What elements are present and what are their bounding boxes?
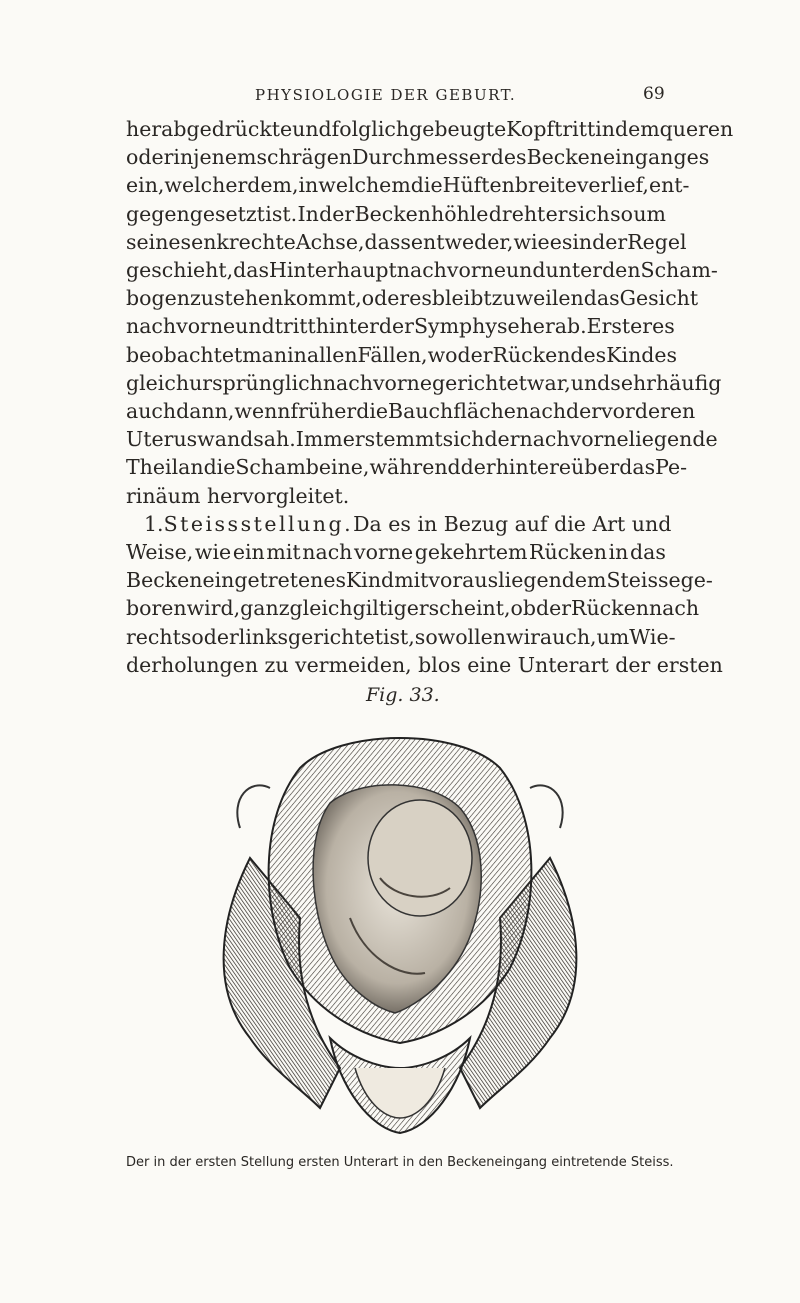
word: das	[583, 286, 620, 311]
word: gleich	[126, 370, 190, 395]
word: Hüftenbreite	[442, 173, 577, 198]
word: er	[545, 201, 568, 226]
word: vorne	[372, 370, 433, 395]
word: um	[596, 624, 630, 649]
word: ein	[232, 540, 265, 565]
word: und	[235, 314, 275, 339]
word: bleibt	[431, 286, 492, 311]
word: jenem	[193, 145, 257, 170]
word: man	[242, 342, 288, 367]
word: das	[630, 540, 666, 565]
word: hinter	[315, 314, 379, 339]
word: wo	[427, 342, 458, 367]
word: in	[572, 229, 593, 254]
word: Regel	[627, 229, 687, 254]
word: wie	[513, 229, 550, 254]
word: ist.	[265, 201, 298, 226]
word: um	[633, 201, 666, 226]
word: und	[570, 370, 611, 395]
word: früher	[290, 399, 357, 424]
word: den	[602, 258, 641, 283]
word: wird,	[186, 596, 241, 621]
word: während	[369, 455, 461, 480]
word: Rücken	[529, 540, 607, 565]
word: kommt,	[283, 286, 362, 311]
text-line: rinäum hervorgleitet.	[126, 483, 350, 508]
word: stemmt	[364, 427, 443, 452]
word: wollen	[437, 624, 507, 649]
word: mit	[394, 568, 429, 593]
word: Kopf	[506, 117, 555, 141]
word: welcher	[164, 173, 248, 198]
word: in	[173, 145, 194, 170]
word: geschieht,	[126, 258, 234, 283]
word: sehr	[610, 370, 656, 395]
word: über	[571, 455, 620, 480]
text-line	[126, 256, 718, 284]
word: Kindes	[606, 342, 678, 367]
word: die	[203, 455, 236, 480]
word: dem,	[247, 173, 299, 198]
word: ist,	[382, 624, 415, 649]
word: sah.	[253, 427, 296, 452]
word: oder	[126, 145, 174, 170]
word: Rücken	[492, 342, 571, 367]
word: in	[298, 173, 319, 198]
word: dreht	[488, 201, 546, 226]
word: herabgedrückte	[126, 117, 293, 141]
word: ge-	[680, 568, 713, 593]
word: gekehrtem	[414, 540, 528, 565]
word: folglich	[331, 117, 410, 141]
word: Fällen,	[357, 342, 428, 367]
word: tritt	[274, 314, 316, 339]
word: welchem	[318, 173, 411, 198]
word: boren	[126, 596, 187, 621]
word: wie	[194, 540, 232, 565]
word: Steisse	[606, 568, 681, 593]
word: Immer	[295, 427, 365, 452]
word: Gesicht	[619, 286, 699, 311]
word: Hinterhaupt	[268, 258, 397, 283]
word: verlief,	[576, 173, 649, 198]
word: nach	[322, 370, 373, 395]
word: Pe-	[655, 455, 688, 480]
word: mit	[266, 540, 301, 565]
word: queren	[659, 117, 734, 141]
word: Wie-	[629, 624, 676, 649]
word: vorderen	[601, 399, 696, 424]
word: Scham-	[640, 258, 718, 283]
word: und	[292, 117, 332, 141]
word: so	[414, 624, 438, 649]
word: vorne	[354, 540, 414, 565]
word: Beckeneinganges	[526, 145, 710, 170]
word: oder	[361, 286, 410, 311]
word: der	[484, 427, 520, 452]
word: häufig	[655, 370, 722, 395]
word: tritt	[554, 117, 596, 141]
word: Uteruswand	[126, 427, 254, 452]
word: dann,	[176, 399, 235, 424]
word: in	[595, 117, 615, 141]
word: der	[319, 201, 355, 226]
word: dass	[364, 229, 411, 254]
word: links	[238, 624, 289, 649]
word: unter	[545, 258, 603, 283]
word: entweder,	[410, 229, 514, 254]
word: Bauchfläche	[388, 399, 516, 424]
word: bogen	[126, 286, 190, 311]
section-first-line	[126, 510, 672, 538]
word: ent-	[648, 173, 690, 198]
fetus-head	[368, 800, 472, 916]
word: in	[287, 342, 307, 367]
word: der	[566, 399, 602, 424]
word: des	[570, 342, 607, 367]
word: vorne	[176, 314, 236, 339]
word: zuweilen	[491, 286, 584, 311]
word: gegengesetzt	[126, 201, 265, 226]
word: war,	[526, 370, 571, 395]
word: nach	[515, 399, 567, 424]
text-line	[126, 623, 676, 651]
word: die	[356, 399, 389, 424]
page-header	[0, 86, 800, 110]
word: sich	[567, 201, 610, 226]
word: nach	[126, 314, 177, 339]
text-line	[126, 115, 734, 143]
word: gebeugte	[409, 117, 507, 141]
word: hintere	[495, 455, 571, 480]
word: allen	[306, 342, 358, 367]
word: senkrechte	[180, 229, 296, 254]
section-number: 1.	[144, 511, 164, 536]
word: ob	[510, 596, 536, 621]
text-line	[126, 341, 678, 369]
word: die	[410, 173, 443, 198]
word: oder	[191, 624, 239, 649]
section-heading: Steissstellung.	[163, 511, 354, 536]
word: vorausliegendem	[428, 568, 607, 593]
text-line	[126, 566, 713, 594]
word: schrägen	[256, 145, 353, 170]
word: und	[505, 258, 546, 283]
text-line	[126, 312, 675, 340]
text-line	[126, 171, 690, 199]
word: vorne	[569, 427, 629, 452]
word: Schambeine,	[235, 455, 370, 480]
text-line	[126, 200, 666, 228]
word: herab.	[519, 314, 587, 339]
word: gleichgiltig	[289, 596, 407, 621]
word: nach	[396, 258, 447, 283]
word: in	[608, 540, 629, 565]
word: seine	[126, 229, 181, 254]
word: Achse,	[295, 229, 365, 254]
word: gerichtet	[432, 370, 527, 395]
fetus-pelvis-illustration	[180, 708, 620, 1148]
body-text	[126, 115, 734, 679]
word: Durchmesser	[352, 145, 491, 170]
word: Kind	[345, 568, 395, 593]
word: Weise,	[126, 540, 194, 565]
text-line	[126, 369, 722, 397]
word: nach	[519, 427, 570, 452]
word: Symphyse	[413, 314, 520, 339]
word: des	[490, 145, 527, 170]
word: In	[297, 201, 319, 226]
word: es	[409, 286, 432, 311]
word: nach	[302, 540, 353, 565]
word: nach	[648, 596, 700, 621]
word: der	[378, 314, 414, 339]
word: liegende	[628, 427, 718, 452]
figure-legend: Der in der ersten Stellung ersten Unterart in den Beckeneingang eintretende Steiss.	[126, 1155, 674, 1170]
word: es	[549, 229, 573, 254]
word: zu	[189, 286, 214, 311]
page-number: 69	[643, 84, 665, 104]
word: Ersteres	[586, 314, 675, 339]
word: ganz	[240, 596, 290, 621]
word: rechts	[126, 624, 192, 649]
word: der	[460, 455, 496, 480]
word: der	[457, 342, 493, 367]
text-line	[126, 453, 688, 481]
text-line	[126, 397, 696, 425]
text-line: derholungen zu vermeiden, blos eine Unterart der ersten	[126, 652, 723, 677]
word: das	[233, 258, 269, 283]
text-line	[126, 594, 700, 622]
word: beobachtet	[126, 342, 243, 367]
word: eingetretenes	[202, 568, 346, 593]
word: dem	[614, 117, 660, 141]
word: stehen	[213, 286, 284, 311]
word: so	[610, 201, 633, 226]
word: ein,	[126, 173, 165, 198]
word: Becken	[126, 568, 203, 593]
word: das	[619, 455, 656, 480]
word: Beckenhöhle	[354, 201, 489, 226]
running-title: PHYSIOLOGIE DER GEBURT.	[255, 86, 517, 104]
word: ursprünglich	[189, 370, 323, 395]
word: wenn	[234, 399, 291, 424]
word: auch	[126, 399, 177, 424]
text-line	[126, 538, 666, 566]
word: auch,	[539, 624, 597, 649]
word: Rücken	[571, 596, 649, 621]
word: erscheint,	[406, 596, 511, 621]
text-line	[126, 284, 699, 312]
text-line	[126, 143, 710, 171]
word: vorne	[446, 258, 506, 283]
text-line	[126, 228, 687, 256]
word: der	[592, 229, 628, 254]
word: Theil	[126, 455, 179, 480]
word: wir	[506, 624, 540, 649]
figure-caption: Fig. 33.	[366, 684, 440, 706]
word: an	[178, 455, 204, 480]
text-line	[126, 425, 718, 453]
word: sich	[442, 427, 485, 452]
text-line: Da es in Bezug auf die Art und	[353, 511, 672, 536]
word: gerichtet	[288, 624, 383, 649]
word: der	[535, 596, 572, 621]
